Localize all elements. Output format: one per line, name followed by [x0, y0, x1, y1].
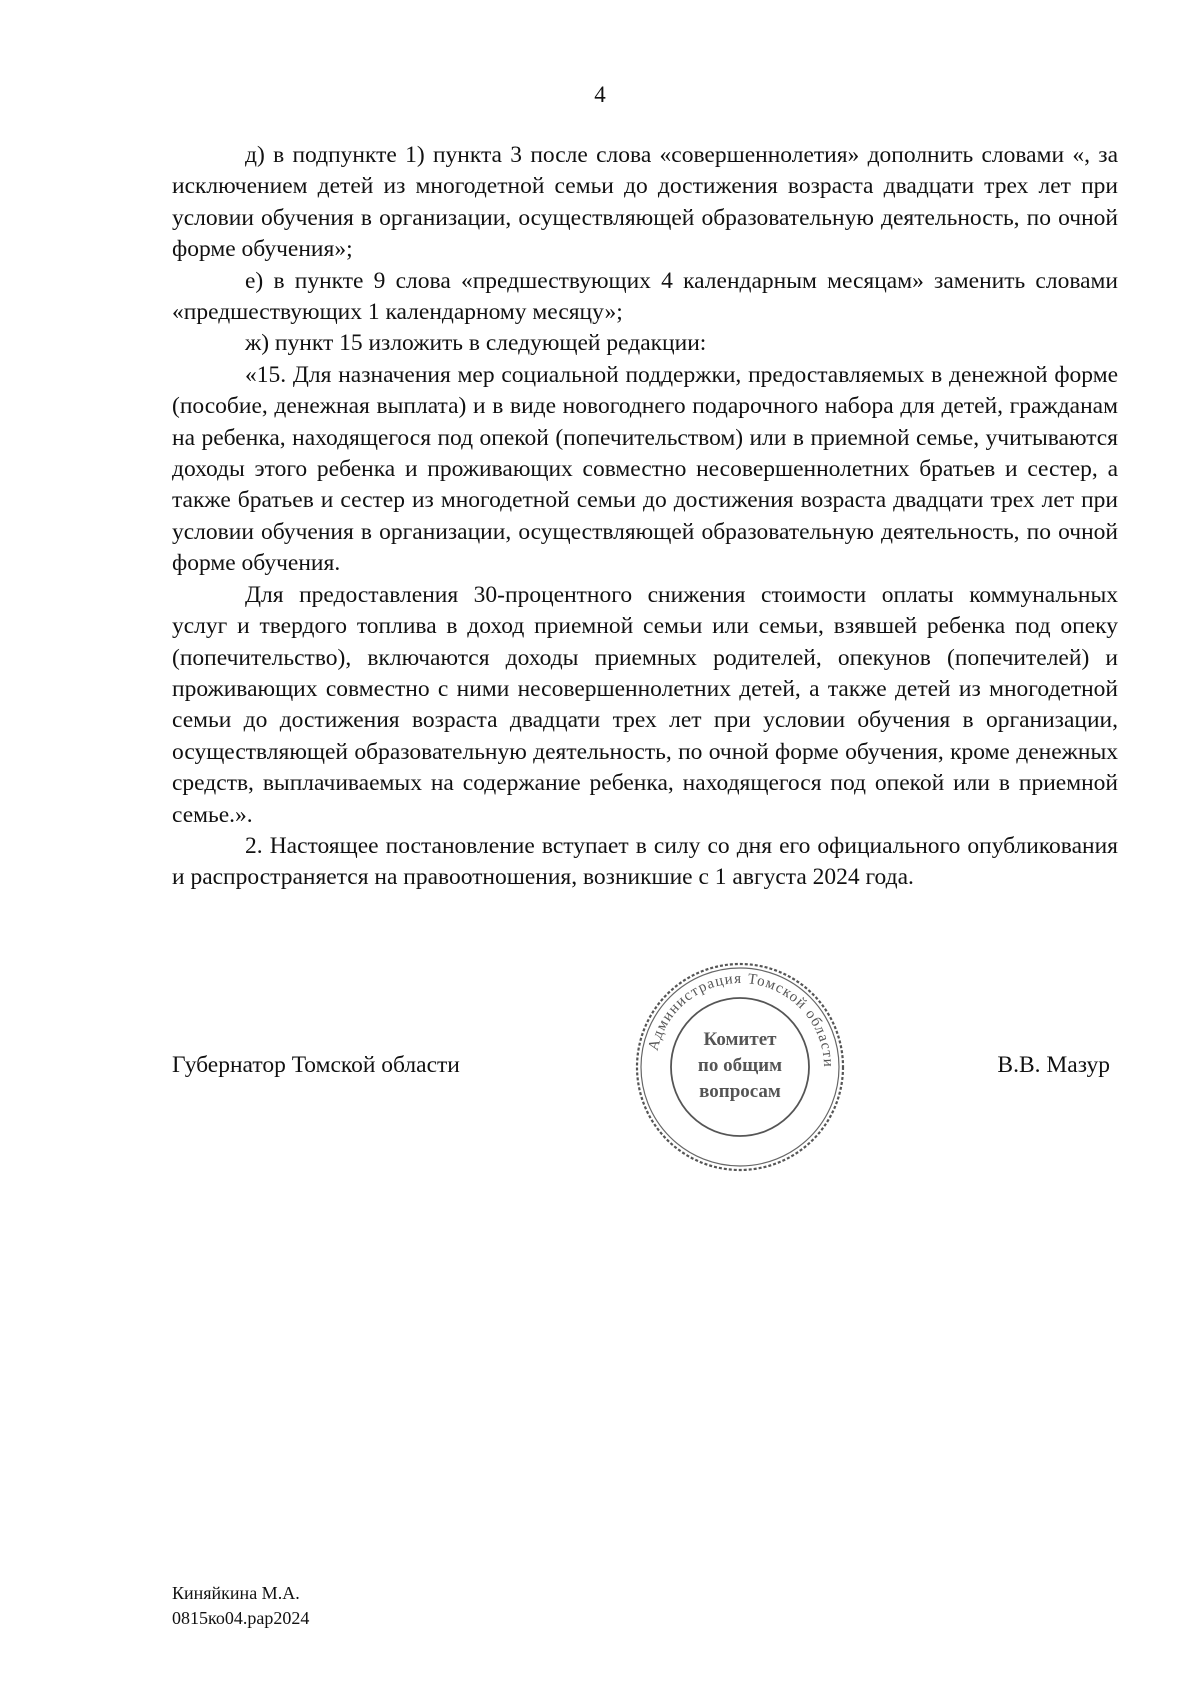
signer-name: В.В. Мазур	[997, 1052, 1110, 1078]
seal-center-line-1: Комитет	[703, 1029, 777, 1050]
paragraph-effective-date: 2. Настоящее постановление вступает в силу со дня его официального опубликования и распространяется на правоотношения, возникшие с 1 августа 2024 года.	[172, 832, 1118, 891]
paragraph-item-zh: ж) пункт 15 изложить в следующей редакции:	[245, 330, 707, 357]
executor-name: Киняйкина М.А.	[172, 1583, 300, 1603]
paragraph-point-15: «15. Для назначения мер социальной поддержки, предоставляемых в денежной форме (пособие, денежная выплата) и в виде новогоднего подарочного набора для детей, гражданам на ребенка, находящегося под опекой (попечительством) или в приемной семье, учитываются доходы этого ребенка и проживающих совместно несовершеннолетних братьев и сестер, а также братьев и сестер из многодетной семьи до достижения возраста двадцати трех лет при условии обучения в организации, осуществляющей образовательную деятельность, по очной форме обучения.	[172, 361, 1118, 577]
seal-ring-text: Администрация Томской области	[645, 970, 837, 1069]
paragraph-item-d: д) в подпункте 1) пункта 3 после слова «совершеннолетия» дополнить словами «, за исключением детей из многодетной семьи до достижения возраста двадцати трех лет при условии обучения в организации, осуществляющей образовательную деятельность, по очной форме обучения»;	[172, 142, 1118, 263]
paragraph-discount: Для предоставления 30-процентного снижения стоимости оплаты коммунальных услуг и твердого топлива в доход приемной семьи или семьи, взявшей ребенка под опеку (попечительство), включаются доходы приемных родителей, опекунов (попечителей) и проживающих совместно с ними несовершеннолетних детей, а также детей из многодетной семьи до достижения возраста двадцати трех лет при условии обучения в организации, осуществляющей образовательную деятельность, по очной форме обучения, кроме денежных средств, выплачиваемых на содержание ребенка, находящегося под опекой или в приемной семье.».	[172, 581, 1118, 828]
footer-executor	[172, 1581, 309, 1631]
seal-center-line-3: вопросам	[699, 1081, 781, 1102]
file-reference: 0815ко04.рар2024	[172, 1608, 310, 1628]
seal-center-line-2: по общим	[697, 1055, 783, 1076]
paragraph-item-e: е) в пункте 9 слова «предшествующих 4 календарным месяцам» заменить словами «предшествующих 1 календарному месяцу»;	[172, 267, 1118, 326]
signer-title: Губернатор Томской области	[172, 1052, 460, 1078]
document-body	[172, 140, 1118, 894]
official-seal	[628, 955, 852, 1179]
page-number: 4	[594, 82, 606, 107]
